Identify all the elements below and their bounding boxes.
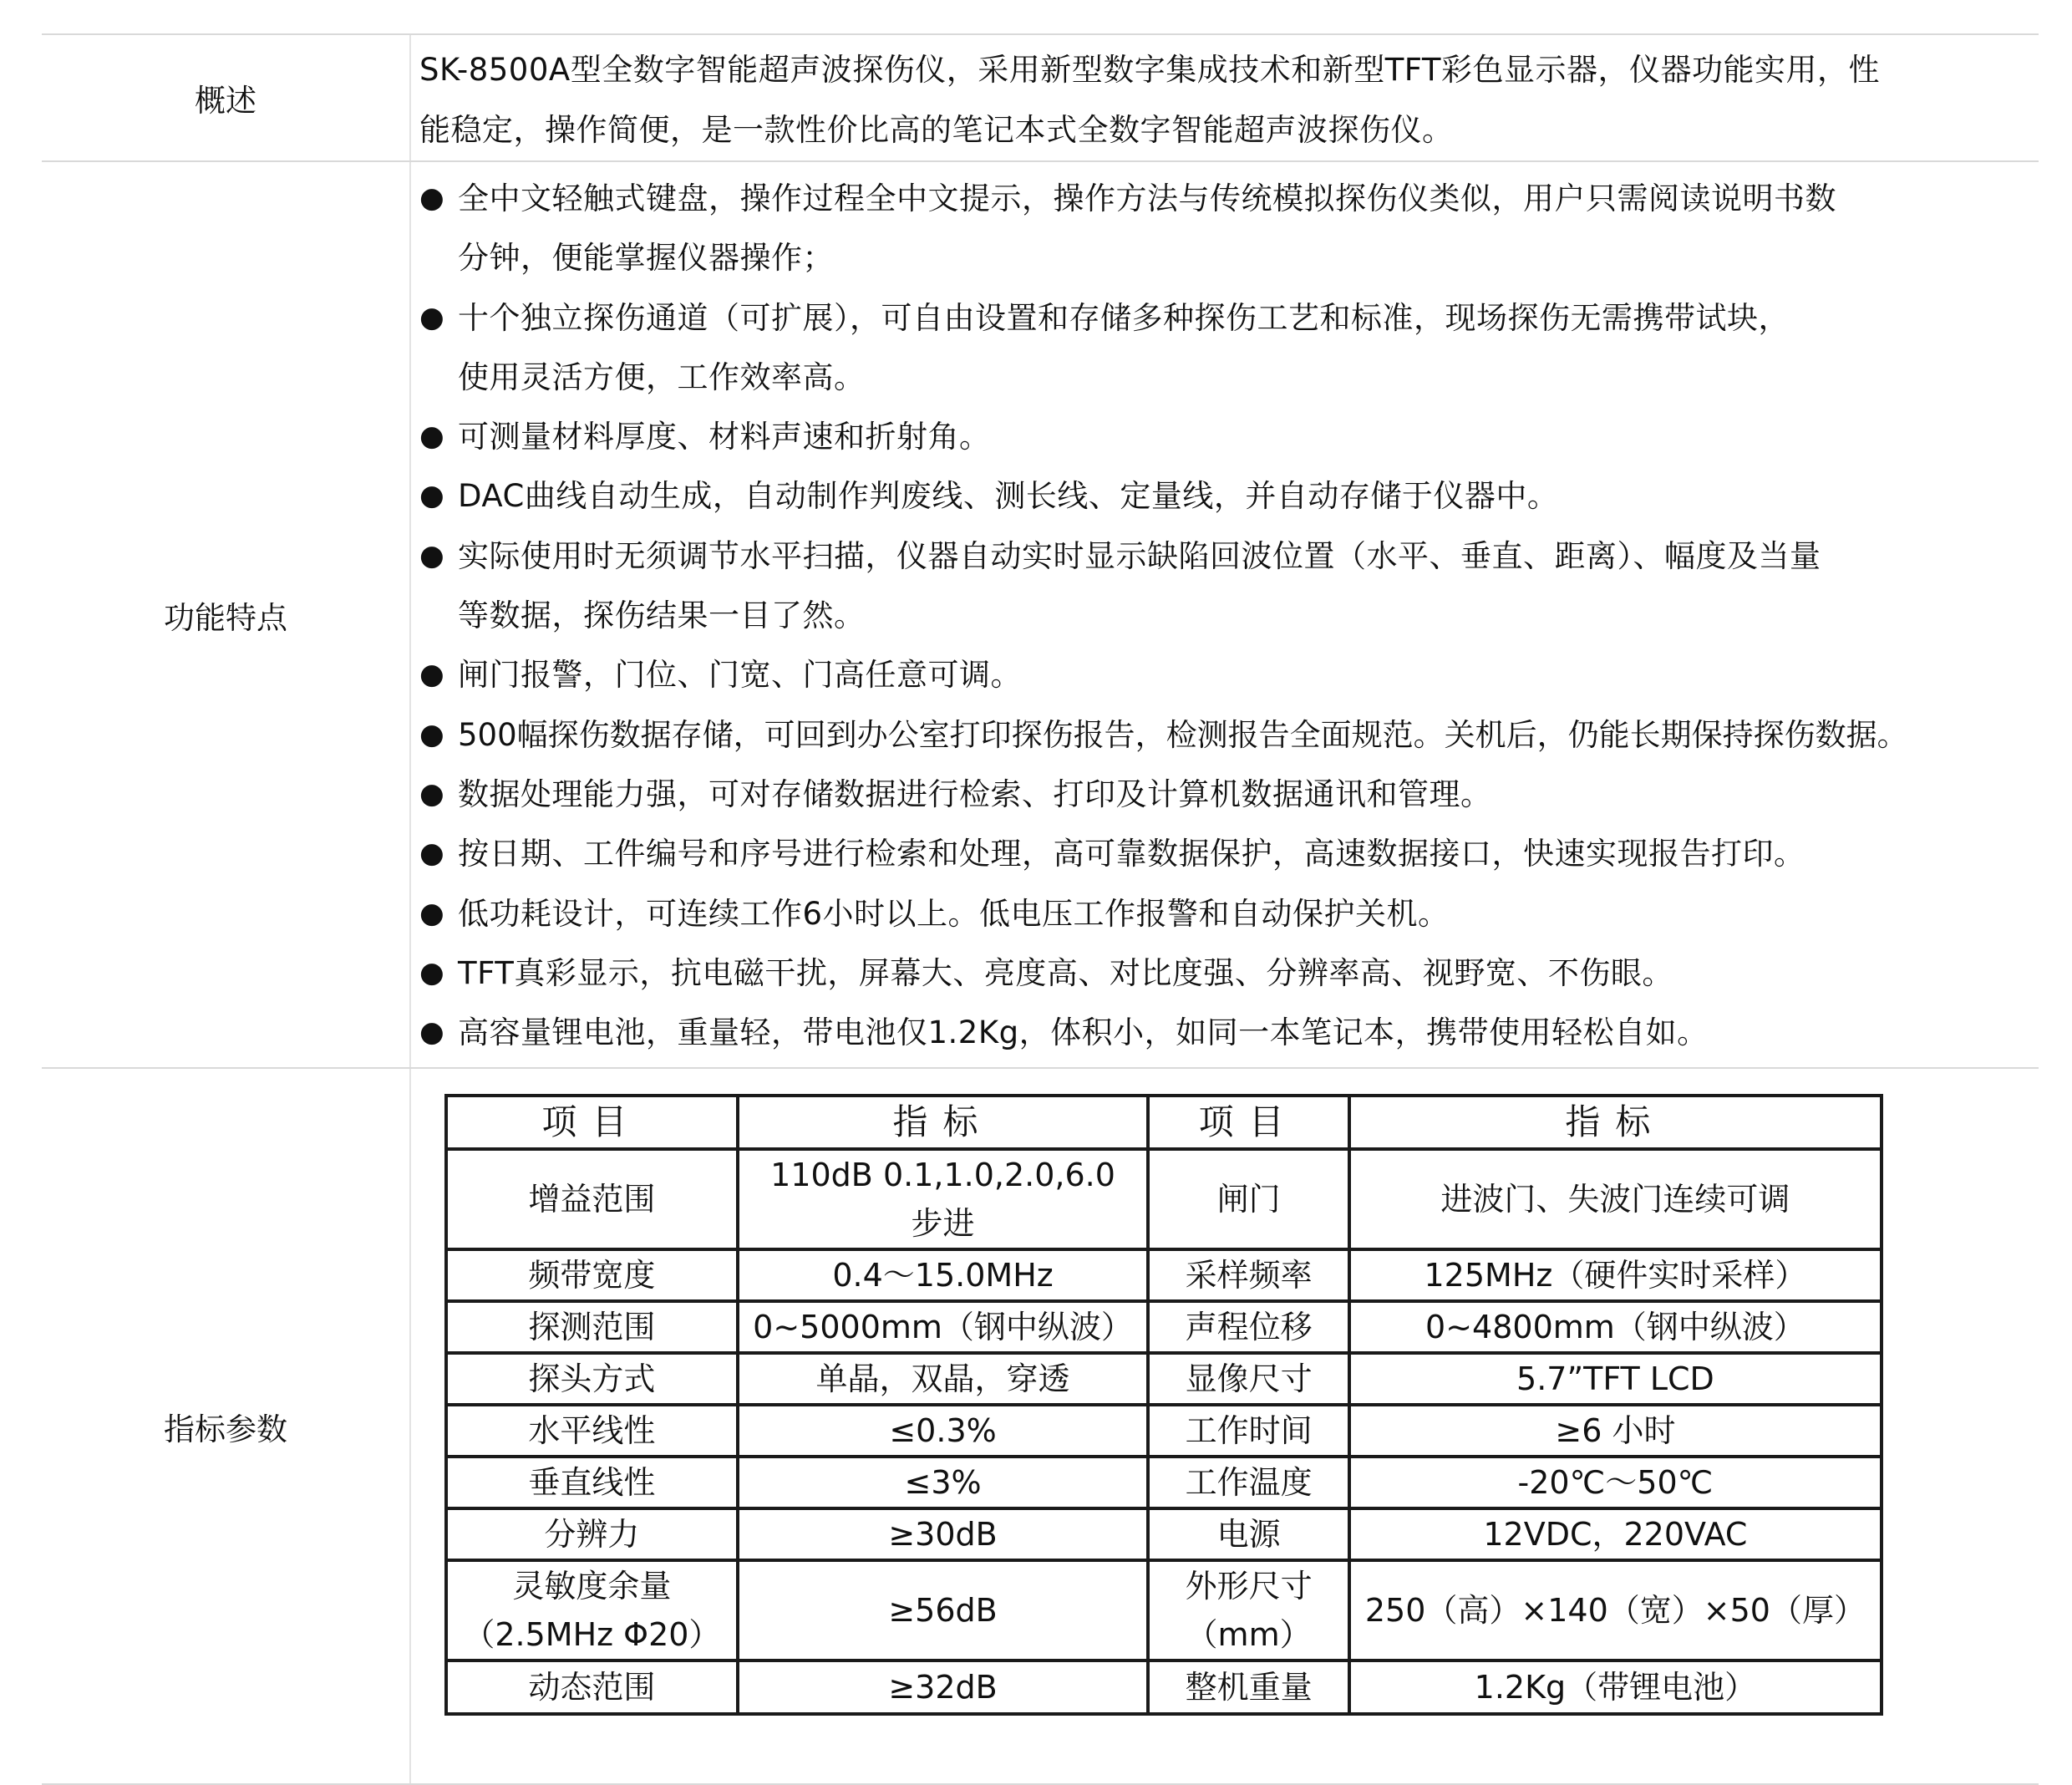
feature-text: 闸门报警，门位、门宽、门高任意可调。: [458, 657, 1022, 694]
spec-name: 灵敏度余量 （2.5MHz Φ20）: [446, 1560, 738, 1660]
spec-name: 闸门: [1148, 1149, 1349, 1249]
spec-value: ≤0.3%: [738, 1405, 1149, 1457]
spec-value: 5.7”TFT LCD: [1349, 1353, 1882, 1405]
list-item: [419, 824, 2039, 883]
spec-value: -20℃～50℃: [1349, 1457, 1882, 1508]
spec-name: 采样频率: [1148, 1249, 1349, 1301]
spec-name: 工作时间: [1148, 1405, 1349, 1457]
feature-text: 可测量材料厚度、材料声速和折射角。: [458, 419, 991, 455]
feature-text: DAC曲线自动生成，自动制作判废线、测长线、定量线，并自动存储于仪器中。: [458, 478, 1559, 515]
specs-label: 指标参数: [42, 1069, 411, 1783]
list-item: [419, 765, 2039, 824]
bullet-icon: ●: [419, 717, 445, 751]
table-row: [446, 1149, 1882, 1249]
feature-text: 按日期、工件编号和序号进行检索和处理，高可靠数据保护，高速数据接口，快速实现报告打印。: [458, 836, 1805, 872]
table-row: [446, 1353, 1882, 1405]
bullet-icon: ●: [419, 837, 445, 871]
feature-text: 低功耗设计，可连续工作6小时以上。低电压工作报警和自动保护关机。: [458, 895, 1450, 932]
feature-text: 全中文轻触式键盘，操作过程全中文提示，操作方法与传统模拟探伤仪类似，用户只需阅读说明书数 分钟，便能掌握仪器操作；: [458, 181, 1836, 277]
spec-value: 110dB 0.1,1.0,2.0,6.0 步进: [738, 1149, 1149, 1249]
list-item: [419, 705, 2039, 765]
features-list: [419, 162, 2039, 1062]
spec-name: 显像尺寸: [1148, 1353, 1349, 1405]
spec-value: 250（高）×140（宽）×50（厚）: [1349, 1560, 1882, 1660]
table-row: [446, 1405, 1882, 1457]
feature-text: 高容量锂电池，重量轻，带电池仅1.2Kg，体积小，如同一本笔记本，携带使用轻松自如。: [458, 1015, 1709, 1051]
list-item: [419, 169, 2039, 288]
header-item: 项目: [1148, 1096, 1349, 1149]
spec-value: ≤3%: [738, 1457, 1149, 1508]
spec-sheet: [42, 33, 2039, 1785]
feature-text: 十个独立探伤通道（可扩展），可自由设置和存储多种探伤工艺和标准，现场探伤无需携带试块， 使用灵活方便，工作效率高。: [458, 299, 1790, 395]
spec-name: 增益范围: [446, 1149, 738, 1249]
feature-text: TFT真彩显示，抗电磁干扰，屏幕大、亮度高、对比度强、分辨率高、视野宽、不伤眼。: [458, 954, 1673, 991]
bullet-icon: ●: [419, 955, 445, 989]
spec-value: 单晶，双晶，穿透: [738, 1353, 1149, 1405]
spec-value: 12VDC，220VAC: [1349, 1508, 1882, 1560]
bullet-icon: ●: [419, 776, 445, 811]
table-row: [446, 1249, 1882, 1301]
table-row: [446, 1660, 1882, 1714]
list-item: [419, 1003, 2039, 1062]
spec-name: 垂直线性: [446, 1457, 738, 1508]
spec-name: 外形尺寸 （mm）: [1148, 1560, 1349, 1660]
features-content: [411, 162, 2039, 1067]
spec-name: 探测范围: [446, 1301, 738, 1353]
overview-row: [42, 33, 2039, 160]
feature-text: 实际使用时无须调节水平扫描，仪器自动实时显示缺陷回波位置（水平、垂直、距离）、幅度及当量 等数据，探伤结果一目了然。: [458, 537, 1821, 634]
bullet-icon: ●: [419, 1015, 445, 1050]
overview-line-1: SK-8500A型全数字智能超声波探伤仪，采用新型数字集成技术和新型TFT彩色显示器，仪器功能实用，性: [419, 52, 1881, 88]
list-item: [419, 288, 2039, 408]
specs-content: [411, 1069, 2039, 1783]
spec-name: 工作温度: [1148, 1457, 1349, 1508]
spec-value: 1.2Kg（带锂电池）: [1349, 1660, 1882, 1714]
spec-value: 0.4～15.0MHz: [738, 1249, 1149, 1301]
spec-value: 进波门、失波门连续可调: [1349, 1149, 1882, 1249]
spec-name: 水平线性: [446, 1405, 738, 1457]
spec-name: 探头方式: [446, 1353, 738, 1405]
spec-name: 频带宽度: [446, 1249, 738, 1301]
features-label: 功能特点: [42, 162, 411, 1067]
table-row: [446, 1508, 1882, 1560]
bullet-icon: ●: [419, 538, 445, 572]
spec-table: [444, 1094, 1883, 1716]
spec-value: ≥6 小时: [1349, 1405, 1882, 1457]
feature-text: 数据处理能力强，可对存储数据进行检索、打印及计算机数据通讯和管理。: [458, 776, 1492, 812]
table-row: [446, 1560, 1882, 1660]
features-row: [42, 160, 2039, 1067]
bullet-icon: ●: [419, 300, 445, 334]
list-item: [419, 407, 2039, 466]
list-item: [419, 526, 2039, 646]
overview-label: 概述: [42, 35, 411, 160]
spec-value: 0~4800mm（钢中纵波）: [1349, 1301, 1882, 1353]
feature-text: 500幅探伤数据存储，可回到办公室打印探伤报告，检测报告全面规范。关机后，仍能长期保持探伤数据。: [458, 716, 1908, 753]
specs-row: [42, 1067, 2039, 1785]
list-item: [419, 645, 2039, 704]
spec-value: ≥56dB: [738, 1560, 1149, 1660]
table-header-row: [446, 1096, 1882, 1149]
header-value: 指标: [1349, 1096, 1882, 1149]
overview-line-2: 能稳定，操作简便，是一款性价比高的笔记本式全数字智能超声波探伤仪。: [419, 112, 1454, 148]
bullet-icon: ●: [419, 896, 445, 930]
spec-name: 整机重量: [1148, 1660, 1349, 1714]
bullet-icon: ●: [419, 181, 445, 215]
spec-value: ≥30dB: [738, 1508, 1149, 1560]
spec-value: 0~5000mm（钢中纵波）: [738, 1301, 1149, 1353]
spec-name: 电源: [1148, 1508, 1349, 1560]
header-value: 指标: [738, 1096, 1149, 1149]
overview-content: [411, 35, 2039, 160]
header-item: 项目: [446, 1096, 738, 1149]
bullet-icon: ●: [419, 420, 445, 454]
list-item: [419, 884, 2039, 943]
table-row: [446, 1301, 1882, 1353]
list-item: [419, 943, 2039, 1003]
spec-name: 声程位移: [1148, 1301, 1349, 1353]
table-row: [446, 1457, 1882, 1508]
spec-value: ≥32dB: [738, 1660, 1149, 1714]
bullet-icon: ●: [419, 479, 445, 513]
spec-name: 动态范围: [446, 1660, 738, 1714]
list-item: [419, 466, 2039, 526]
spec-value: 125MHz（硬件实时采样）: [1349, 1249, 1882, 1301]
spec-name: 分辨力: [446, 1508, 738, 1560]
bullet-icon: ●: [419, 658, 445, 692]
